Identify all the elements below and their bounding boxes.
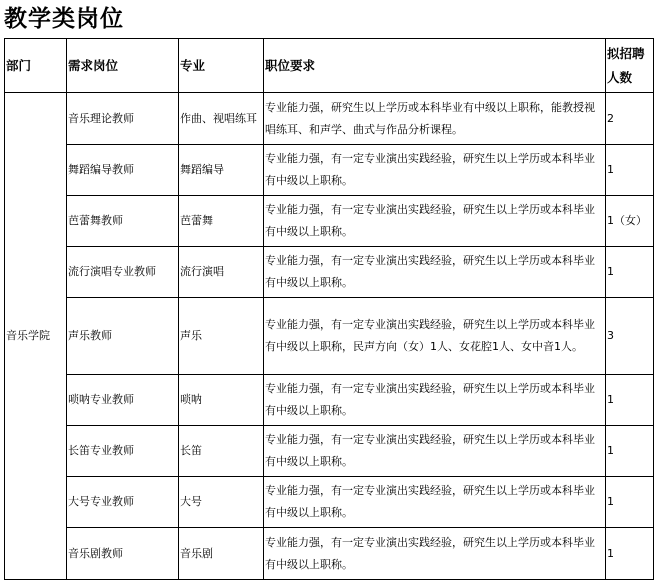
post-cell: 唢呐专业教师 <box>67 375 179 426</box>
table-row <box>5 528 654 580</box>
table-row <box>5 145 654 196</box>
count-cell: 1 <box>606 528 654 580</box>
table-header-row <box>5 39 654 93</box>
requirements-cell: 专业能力强，有一定专业演出实践经验，研究生以上学历或本科毕业有中级以上职称。 <box>264 375 606 426</box>
header-major: 专业 <box>179 39 264 93</box>
count-cell: 3 <box>606 298 654 375</box>
requirements-cell: 专业能力强，有一定专业演出实践经验，研究生以上学历或本科毕业有中级以上职称。 <box>264 426 606 477</box>
table-row <box>5 247 654 298</box>
major-cell: 大号 <box>179 477 264 528</box>
count-cell: 1 <box>606 145 654 196</box>
count-cell: 1（女） <box>606 196 654 247</box>
requirements-cell: 专业能力强，有一定专业演出实践经验，研究生以上学历或本科毕业有中级以上职称，民声方向（女）1人、女花腔1人、女中音1人。 <box>264 298 606 375</box>
table-row <box>5 196 654 247</box>
post-cell: 音乐剧教师 <box>67 528 179 580</box>
department-cell: 音乐学院 <box>5 93 67 580</box>
positions-table <box>4 38 654 580</box>
requirements-cell: 专业能力强，研究生以上学历或本科毕业有中级以上职称，能教授视唱练耳、和声学、曲式与作品分析课程。 <box>264 93 606 145</box>
table-row <box>5 375 654 426</box>
table-row <box>5 298 654 375</box>
major-cell: 长笛 <box>179 426 264 477</box>
header-post: 需求岗位 <box>67 39 179 93</box>
requirements-cell: 专业能力强，有一定专业演出实践经验，研究生以上学历或本科毕业有中级以上职称。 <box>264 247 606 298</box>
post-cell: 大号专业教师 <box>67 477 179 528</box>
post-cell: 舞蹈编导教师 <box>67 145 179 196</box>
major-cell: 声乐 <box>179 298 264 375</box>
page-title: 教学类岗位 <box>4 5 124 32</box>
major-cell: 唢呐 <box>179 375 264 426</box>
requirements-cell: 专业能力强，有一定专业演出实践经验，研究生以上学历或本科毕业有中级以上职称。 <box>264 477 606 528</box>
requirements-cell: 专业能力强，有一定专业演出实践经验，研究生以上学历或本科毕业有中级以上职称。 <box>264 145 606 196</box>
table-row <box>5 477 654 528</box>
post-cell: 长笛专业教师 <box>67 426 179 477</box>
requirements-cell: 专业能力强，有一定专业演出实践经验，研究生以上学历或本科毕业有中级以上职称。 <box>264 196 606 247</box>
requirements-cell: 专业能力强，有一定专业演出实践经验，研究生以上学历或本科毕业有中级以上职称。 <box>264 528 606 580</box>
post-cell: 声乐教师 <box>67 298 179 375</box>
post-cell: 芭蕾舞教师 <box>67 196 179 247</box>
count-cell: 1 <box>606 477 654 528</box>
table-row <box>5 426 654 477</box>
table-body <box>5 93 654 580</box>
table-row <box>5 93 654 145</box>
header-requirements: 职位要求 <box>264 39 606 93</box>
header-count: 拟招聘人数 <box>606 39 654 93</box>
major-cell: 芭蕾舞 <box>179 196 264 247</box>
major-cell: 舞蹈编导 <box>179 145 264 196</box>
count-cell: 2 <box>606 93 654 145</box>
major-cell: 流行演唱 <box>179 247 264 298</box>
major-cell: 作曲、视唱练耳 <box>179 93 264 145</box>
major-cell: 音乐剧 <box>179 528 264 580</box>
post-cell: 流行演唱专业教师 <box>67 247 179 298</box>
header-department: 部门 <box>5 39 67 93</box>
count-cell: 1 <box>606 426 654 477</box>
post-cell: 音乐理论教师 <box>67 93 179 145</box>
count-cell: 1 <box>606 375 654 426</box>
count-cell: 1 <box>606 247 654 298</box>
